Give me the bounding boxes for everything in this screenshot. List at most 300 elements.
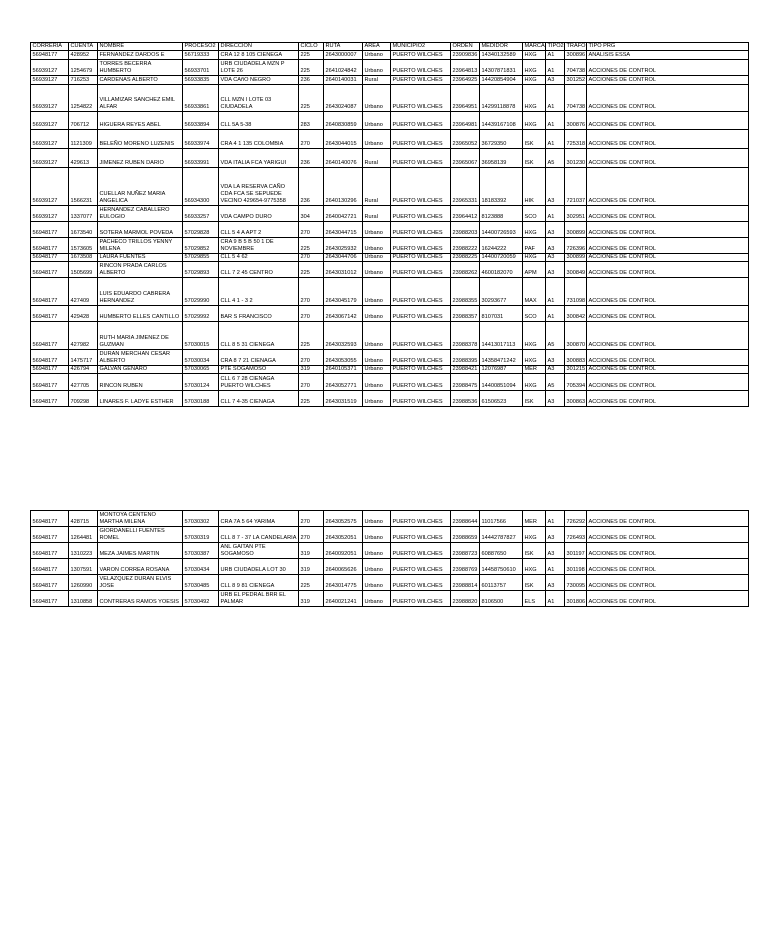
- cell-trafo: 726396: [565, 238, 587, 254]
- cell-trafo: 302951: [565, 206, 587, 222]
- header-cell-ciclo: CICLO: [299, 43, 324, 51]
- cell-municipio2: PUERTO WILCHES: [391, 322, 451, 350]
- cell-ruta: 2643044015: [324, 130, 363, 149]
- cell-trafo: 300842: [565, 306, 587, 322]
- cell-correria: 56948177: [31, 222, 69, 238]
- cell-tipo2: A5: [546, 149, 565, 168]
- cell-municipio2: PUERTO WILCHES: [391, 206, 451, 222]
- cell-ruta: 2640830859: [324, 112, 363, 130]
- header-cell-municipio2: MUNICIPIO2: [391, 43, 451, 51]
- cell-trafo: 301806: [565, 591, 587, 607]
- cell-correria: 56948177: [31, 254, 69, 262]
- cell-ruta: 2643032593: [324, 322, 363, 350]
- cell-medidor: 36729350: [480, 130, 523, 149]
- cell-tipo-prg: ACCIONES DE CONTROL: [587, 391, 749, 407]
- cell-correria: 56948177: [31, 366, 69, 374]
- cell-tipo2: A3: [546, 262, 565, 278]
- cell-municipio2: PUERTO WILCHES: [391, 366, 451, 374]
- cell-tipo2: A3: [546, 366, 565, 374]
- cell-municipio2: PUERTO WILCHES: [391, 543, 451, 559]
- cell-tipo2: A3: [546, 76, 565, 85]
- cell-area: Urbano: [363, 238, 391, 254]
- cell-area: Urbano: [363, 391, 391, 407]
- table-row: [31, 60, 749, 76]
- table-row: [31, 222, 749, 238]
- header-cell-cuenta: CUENTA: [69, 43, 98, 51]
- cell-marca: PAF: [523, 238, 546, 254]
- cell-orden: 23988262: [451, 262, 480, 278]
- cell-tipo-prg: ACCIONES DE CONTROL: [587, 168, 749, 206]
- cell-nombre: VILLAMIZAR SANCHEZ EMIL ALFAR: [98, 85, 183, 112]
- cell-cuenta: 709298: [69, 391, 98, 407]
- cell-proceso2: 57030492: [183, 591, 219, 607]
- cell-ruta: 2643053055: [324, 350, 363, 366]
- table-row: [31, 559, 749, 575]
- header-cell-orden: ORDEN: [451, 43, 480, 51]
- header-cell-area: AREA: [363, 43, 391, 51]
- cell-ciclo: 270: [299, 374, 324, 391]
- cell-marca: HXG: [523, 374, 546, 391]
- cell-tipo2: A3: [546, 168, 565, 206]
- cell-correria: 56948177: [31, 322, 69, 350]
- cell-medidor: 14400720059: [480, 254, 523, 262]
- cell-trafo: 300870: [565, 322, 587, 350]
- cell-marca: HXG: [523, 85, 546, 112]
- cell-area: Rural: [363, 168, 391, 206]
- cell-tipo-prg: ACCIONES DE CONTROL: [587, 76, 749, 85]
- cell-municipio2: PUERTO WILCHES: [391, 350, 451, 366]
- cell-ciclo: 270: [299, 278, 324, 306]
- cell-ciclo: 270: [299, 350, 324, 366]
- cell-nombre: LUIS EDUARDO CABRERA HERNANDEZ: [98, 278, 183, 306]
- cell-nombre: RINCON RUBEN: [98, 374, 183, 391]
- cell-proceso2: 56933835: [183, 76, 219, 85]
- cell-cuenta: 1475717: [69, 350, 98, 366]
- cell-cuenta: 1310223: [69, 543, 98, 559]
- cell-medidor: 8107031: [480, 306, 523, 322]
- cell-correria: 56948177: [31, 543, 69, 559]
- cell-medidor: 8123888: [480, 206, 523, 222]
- cell-medidor: 14439167108: [480, 112, 523, 130]
- cell-direccion: PTE SOGAMOSO: [219, 366, 299, 374]
- cell-tipo-prg: ACCIONES DE CONTROL: [587, 60, 749, 76]
- header-cell-tipo2: TIPO2: [547, 43, 564, 49]
- cell-municipio2: PUERTO WILCHES: [391, 222, 451, 238]
- header-cell-ruta: RUTA: [324, 43, 363, 51]
- cell-tipo2: A3: [546, 222, 565, 238]
- cell-orden: 23988644: [451, 511, 480, 527]
- cell-correria: 56948177: [31, 374, 69, 391]
- cell-marca: HXG: [523, 112, 546, 130]
- cell-direccion: CLL MZN I LOTE 03 CIUDADELA: [219, 85, 299, 112]
- cell-tipo-prg: ACCIONES DE CONTROL: [587, 130, 749, 149]
- cell-tipo2: A1: [546, 306, 565, 322]
- cell-tipo-prg: ACCIONES DE CONTROL: [587, 511, 749, 527]
- cell-municipio2: PUERTO WILCHES: [391, 238, 451, 254]
- cell-nombre: HERNANDEZ CABALLERO EULOGIO: [98, 206, 183, 222]
- cell-orden: 23909836: [451, 51, 480, 60]
- cell-area: Urbano: [363, 254, 391, 262]
- header-cell-tipo-prg: TIPO PRG: [587, 43, 749, 51]
- cell-proceso2: 57030015: [183, 322, 219, 350]
- cell-orden: 23964925: [451, 76, 480, 85]
- cell-medidor: 14420854904: [480, 76, 523, 85]
- cell-municipio2: PUERTO WILCHES: [391, 60, 451, 76]
- cell-proceso2: 57029855: [183, 254, 219, 262]
- cell-municipio2: PUERTO WILCHES: [391, 168, 451, 206]
- cell-orden: 23988659: [451, 527, 480, 543]
- cell-proceso2: 57029992: [183, 306, 219, 322]
- cell-proceso2: 57030065: [183, 366, 219, 374]
- cell-direccion: CLL 8 9 81 CIENEGA: [219, 575, 299, 591]
- cell-correria: 56948177: [31, 511, 69, 527]
- cell-ciclo: 225: [299, 262, 324, 278]
- cell-tipo2: A1: [546, 278, 565, 306]
- cell-marca: SCO: [523, 206, 546, 222]
- cell-area: Urbano: [363, 60, 391, 76]
- cell-municipio2: PUERTO WILCHES: [391, 374, 451, 391]
- cell-orden: 23965067: [451, 149, 480, 168]
- cell-correria: 56939127: [31, 168, 69, 206]
- cell-ciclo: 225: [299, 51, 324, 60]
- cell-ciclo: 319: [299, 559, 324, 575]
- cell-trafo: 726493: [565, 527, 587, 543]
- cell-ruta: 2643067142: [324, 306, 363, 322]
- cell-cuenta: 428715: [69, 511, 98, 527]
- cell-tipo2: A3: [546, 350, 565, 366]
- cell-trafo: 726292: [565, 511, 587, 527]
- cell-cuenta: 1505699: [69, 262, 98, 278]
- cell-ruta: 2643025932: [324, 238, 363, 254]
- cell-nombre: HIGUERA REYES ABEL: [98, 112, 183, 130]
- cell-ciclo: 283: [299, 112, 324, 130]
- cell-proceso2: 56933991: [183, 149, 219, 168]
- cell-correria: 56939127: [31, 76, 69, 85]
- cell-proceso2: 57030319: [183, 527, 219, 543]
- cell-proceso2: 57030387: [183, 543, 219, 559]
- cell-area: Urbano: [363, 591, 391, 607]
- cell-ruta: 2643052051: [324, 527, 363, 543]
- cell-marca: HXG: [523, 51, 546, 60]
- cell-correria: 56939127: [31, 85, 69, 112]
- cell-medidor: 60887650: [480, 543, 523, 559]
- cell-correria: 56948177: [31, 278, 69, 306]
- cell-municipio2: PUERTO WILCHES: [391, 51, 451, 60]
- cell-municipio2: PUERTO WILCHES: [391, 575, 451, 591]
- table-row: [31, 511, 749, 527]
- cell-direccion: CRA 8 7 21 CIENAGA: [219, 350, 299, 366]
- cell-cuenta: 1673540: [69, 222, 98, 238]
- cell-proceso2: 57029828: [183, 222, 219, 238]
- cell-tipo2: A1: [546, 559, 565, 575]
- cell-tipo-prg: ACCIONES DE CONTROL: [587, 543, 749, 559]
- cell-tipo2: A3: [546, 391, 565, 407]
- table-row: [31, 391, 749, 407]
- cell-correria: 56948177: [31, 306, 69, 322]
- cell-direccion: URB CIUDADELA MZN P LOTE 26: [219, 60, 299, 76]
- cell-nombre: SOTERA MARMOL POVEDA: [98, 222, 183, 238]
- table-row: [31, 85, 749, 112]
- cell-direccion: ANL GAITAN PTE SOGAMOSO: [219, 543, 299, 559]
- cell-ruta: 2640021241: [324, 591, 363, 607]
- cell-medidor: 14413017113: [480, 322, 523, 350]
- cell-ciclo: 225: [299, 85, 324, 112]
- cell-trafo: 731098: [565, 278, 587, 306]
- table-row: [31, 130, 749, 149]
- cell-tipo2: A1: [546, 112, 565, 130]
- cell-proceso2: 57029893: [183, 262, 219, 278]
- cell-correria: 56939127: [31, 60, 69, 76]
- cell-ciclo: 225: [299, 238, 324, 254]
- cell-tipo2: A1: [546, 60, 565, 76]
- cell-cuenta: 426794: [69, 366, 98, 374]
- cell-nombre: JIMENEZ RUBEN DARIO: [98, 149, 183, 168]
- cell-trafo: 704738: [565, 60, 587, 76]
- cell-area: Rural: [363, 149, 391, 168]
- cell-medidor: 61506523: [480, 391, 523, 407]
- cell-direccion: CLL 6 7 28 CIENAGA PUERTO WILCHES: [219, 374, 299, 391]
- cell-trafo: 721037: [565, 168, 587, 206]
- cell-area: Urbano: [363, 559, 391, 575]
- cell-correria: 56939127: [31, 130, 69, 149]
- cell-proceso2: 56933861: [183, 85, 219, 112]
- cell-tipo2: A5: [546, 322, 565, 350]
- cell-marca: MER: [523, 511, 546, 527]
- cell-orden: 23965052: [451, 130, 480, 149]
- cell-ruta: 2643014775: [324, 575, 363, 591]
- cell-marca: ISK: [523, 391, 546, 407]
- cell-direccion: URB EL PEDRAL BRR EL PALMAR: [219, 591, 299, 607]
- table-row: [31, 591, 749, 607]
- table-row: [31, 366, 749, 374]
- cell-cuenta: 1307591: [69, 559, 98, 575]
- cell-ruta: 2643052771: [324, 374, 363, 391]
- cell-nombre: BELEÑO MORENO LUZENIS: [98, 130, 183, 149]
- cell-tipo-prg: ACCIONES DE CONTROL: [587, 262, 749, 278]
- cell-municipio2: PUERTO WILCHES: [391, 527, 451, 543]
- cell-tipo2: A1: [546, 591, 565, 607]
- cell-proceso2: 56933894: [183, 112, 219, 130]
- cell-tipo-prg: ACCIONES DE CONTROL: [587, 350, 749, 366]
- cell-ruta: 2643031519: [324, 391, 363, 407]
- cell-direccion: CRA 12 8 105 CIENEGA: [219, 51, 299, 60]
- cell-marca: HXG: [523, 350, 546, 366]
- cell-nombre: FERNANDEZ DARDOS E: [98, 51, 183, 60]
- cell-nombre: CONTRERAS RAMOS YOESIS: [98, 591, 183, 607]
- cell-correria: 56948177: [31, 575, 69, 591]
- cell-orden: 23988475: [451, 374, 480, 391]
- cell-medidor: 11017566: [480, 511, 523, 527]
- cell-cuenta: 427409: [69, 278, 98, 306]
- cell-medidor: 14400851094: [480, 374, 523, 391]
- cell-correria: 56948177: [31, 51, 69, 60]
- cell-area: Urbano: [363, 130, 391, 149]
- cell-cuenta: 429428: [69, 306, 98, 322]
- cell-direccion: CLL 8 7 - 37 LA CANDELARIA: [219, 527, 299, 543]
- cell-marca: ISK: [523, 543, 546, 559]
- cell-nombre: VELAZQUEZ DURAN ELVIS JOSE: [98, 575, 183, 591]
- cell-tipo-prg: ACCIONES DE CONTROL: [587, 374, 749, 391]
- cell-ciclo: 225: [299, 322, 324, 350]
- cell-orden: 23988222: [451, 238, 480, 254]
- cell-direccion: VDA ITALIA FCA YARIGUI: [219, 149, 299, 168]
- cell-correria: 56948177: [31, 591, 69, 607]
- cell-correria: 56948177: [31, 527, 69, 543]
- cell-ciclo: 236: [299, 76, 324, 85]
- cell-tipo-prg: ANALISIS ESSA: [587, 51, 749, 60]
- cell-nombre: PACHECO TRILLOS YENNY MILENA: [98, 238, 183, 254]
- cell-marca: MER: [523, 366, 546, 374]
- cell-area: Urbano: [363, 366, 391, 374]
- cell-municipio2: PUERTO WILCHES: [391, 511, 451, 527]
- cell-marca: HXG: [523, 322, 546, 350]
- cell-marca: HXG: [523, 76, 546, 85]
- cell-cuenta: 716253: [69, 76, 98, 85]
- cell-cuenta: 429613: [69, 149, 98, 168]
- cell-proceso2: 57030302: [183, 511, 219, 527]
- cell-municipio2: PUERTO WILCHES: [391, 85, 451, 112]
- cell-marca: ISK: [523, 130, 546, 149]
- cell-cuenta: 1254679: [69, 60, 98, 76]
- cell-proceso2: 57030434: [183, 559, 219, 575]
- cell-orden: 23964951: [451, 85, 480, 112]
- cell-cuenta: 427705: [69, 374, 98, 391]
- cell-trafo: 301252: [566, 77, 586, 83]
- cell-nombre: MONTOYA CENTENO MARTHA MILENA: [98, 511, 183, 527]
- table-row: [31, 238, 749, 254]
- cell-municipio2: PUERTO WILCHES: [391, 76, 451, 85]
- cell-orden: 23988536: [451, 391, 480, 407]
- cell-area: Urbano: [363, 374, 391, 391]
- cell-ruta: 2640140031: [324, 76, 363, 85]
- cell-trafo: 301198: [565, 559, 587, 575]
- cell-area: Urbano: [363, 575, 391, 591]
- cell-ciclo: 270: [299, 222, 324, 238]
- cell-nombre: RUTH MARIA JIMENEZ DE GUZMAN: [98, 322, 183, 350]
- cell-medidor: 14299118878: [480, 85, 523, 112]
- cell-area: Urbano: [363, 85, 391, 112]
- table-row: [31, 350, 749, 366]
- cell-tipo-prg: ACCIONES DE CONTROL: [587, 575, 749, 591]
- cell-direccion: CLL 4 1 - 3 2: [219, 278, 299, 306]
- cell-marca: HXG: [523, 527, 546, 543]
- cell-marca: HXG: [523, 559, 546, 575]
- cell-municipio2: PUERTO WILCHES: [391, 391, 451, 407]
- header-cell-medidor: MEDIDOR: [480, 43, 523, 51]
- cell-tipo2: A3: [546, 527, 565, 543]
- cell-orden: 23988421: [451, 366, 480, 374]
- cell-ciclo: 319: [299, 591, 324, 607]
- header-cell-trafo: TRAFO: [566, 43, 586, 49]
- cell-nombre: VARON CORREA ROSANA: [98, 559, 183, 575]
- table-row: [31, 543, 749, 559]
- cell-trafo: 301197: [565, 543, 587, 559]
- cell-proceso2: 57030485: [183, 575, 219, 591]
- table-row: [31, 112, 749, 130]
- cell-direccion: CRA 9 B 5 B 50 1 DE NOVIEMBRE: [219, 238, 299, 254]
- cell-proceso2: 57029990: [183, 278, 219, 306]
- cell-proceso2: 56933257: [183, 206, 219, 222]
- cell-area: Urbano: [363, 262, 391, 278]
- cell-area: Urbano: [363, 306, 391, 322]
- cell-orden: 23988814: [451, 575, 480, 591]
- cell-area: Urbano: [363, 51, 391, 60]
- cell-ruta: 2640130296: [324, 168, 363, 206]
- cell-tipo-prg: ACCIONES DE CONTROL: [587, 149, 749, 168]
- cell-medidor: 14307871831: [480, 60, 523, 76]
- cell-medidor: 14442787827: [480, 527, 523, 543]
- cell-cuenta: 1264481: [69, 527, 98, 543]
- records-table-bottom: [30, 510, 749, 607]
- cell-nombre: DURAN MERCHAN CESAR ALBERTO: [98, 350, 183, 366]
- cell-orden: 23964412: [451, 206, 480, 222]
- cell-cuenta: 427982: [69, 322, 98, 350]
- cell-nombre: CARDENAS ALBERTO: [98, 76, 183, 85]
- table-row: [31, 254, 749, 262]
- cell-tipo-prg: ACCIONES DE CONTROL: [587, 527, 749, 543]
- cell-tipo2: A3: [546, 254, 565, 262]
- records-table-top-body: [31, 43, 749, 407]
- cell-municipio2: PUERTO WILCHES: [391, 559, 451, 575]
- cell-cuenta: 1566231: [69, 168, 98, 206]
- cell-cuenta: 1121309: [69, 130, 98, 149]
- cell-medidor: 18183392: [480, 168, 523, 206]
- header-cell-proceso2: PROCESO2: [183, 43, 219, 51]
- cell-cuenta: 1310858: [69, 591, 98, 607]
- cell-nombre: GALVAN GENARO: [98, 366, 183, 374]
- cell-marca: ELS: [523, 591, 546, 607]
- cell-orden: 23964813: [451, 60, 480, 76]
- cell-tipo-prg: ACCIONES DE CONTROL: [587, 206, 749, 222]
- cell-trafo: 301230: [565, 149, 587, 168]
- cell-direccion: VDA LA RESERVA CAÑO CDA FCA SE SEPUEDE VECINO 429654-9775358: [219, 168, 299, 206]
- cell-orden: 23988355: [451, 278, 480, 306]
- cell-marca: HXG: [523, 60, 546, 76]
- cell-correria: 56939127: [31, 206, 69, 222]
- cell-municipio2: PUERTO WILCHES: [391, 130, 451, 149]
- cell-ruta: 2640065626: [324, 559, 363, 575]
- cell-trafo: 300899: [566, 254, 586, 260]
- cell-trafo: 300863: [565, 391, 587, 407]
- cell-cuenta: 1260990: [69, 575, 98, 591]
- cell-ciclo: 270: [299, 527, 324, 543]
- cell-nombre: HUMBERTO ELLES CANTILLO: [98, 306, 183, 322]
- cell-nombre: LINARES F. LADYE ESTHER: [98, 391, 183, 407]
- cell-proceso2: 57030124: [183, 374, 219, 391]
- cell-orden: 23988723: [451, 543, 480, 559]
- cell-marca: APM: [523, 262, 546, 278]
- cell-trafo: 300896: [566, 52, 586, 58]
- cell-municipio2: PUERTO WILCHES: [391, 254, 451, 262]
- cell-area: Urbano: [363, 543, 391, 559]
- table-row: [31, 168, 749, 206]
- table-row: [31, 575, 749, 591]
- cell-marca: HXG: [523, 254, 546, 262]
- cell-ciclo: 225: [299, 575, 324, 591]
- header-cell-nombre: NOMBRE: [98, 43, 183, 51]
- cell-ciclo: 225: [299, 391, 324, 407]
- cell-tipo2: A3: [546, 238, 565, 254]
- table-row: [31, 527, 749, 543]
- cell-tipo2: A1: [546, 511, 565, 527]
- cell-proceso2: 56719333: [183, 51, 219, 60]
- cell-marca: HIK: [523, 168, 546, 206]
- cell-marca: SCO: [523, 306, 546, 322]
- cell-tipo-prg: ACCIONES DE CONTROL: [587, 254, 749, 262]
- cell-marca: ISK: [523, 149, 546, 168]
- cell-cuenta: 428952: [69, 51, 98, 60]
- cell-ciclo: 270: [299, 254, 324, 262]
